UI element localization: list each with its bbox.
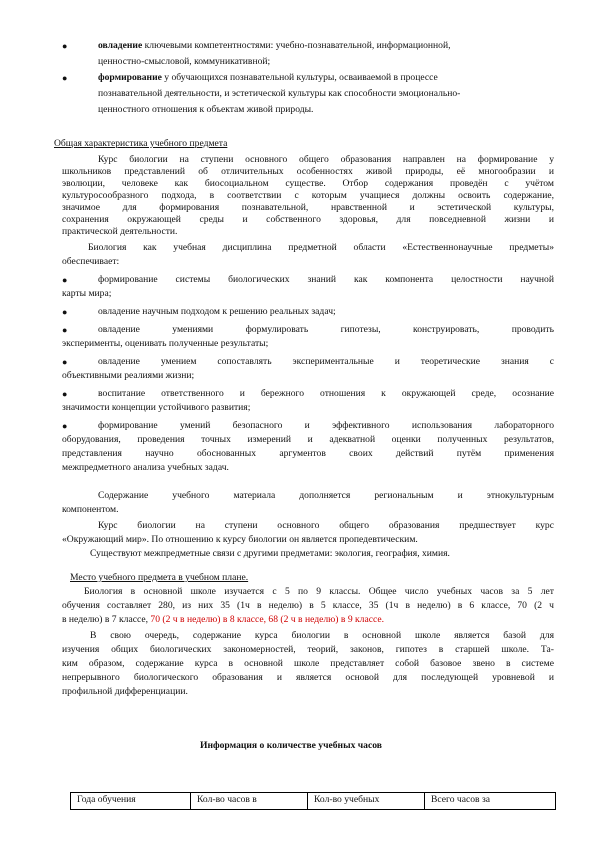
paragraph-line: значимое для формирования познавательной, нравственной и эстетической культуры, <box>62 202 554 213</box>
paragraph-line: непрерывного биологического образования и является основой для последующей уровневой и <box>62 672 554 683</box>
paragraph-line: сохранения окружающей среды и собственного здоровья, для повседневной жизни и <box>62 214 554 225</box>
paragraph-line: культуросообразного подхода, в соответствии с которым учащиеся должны освоить содержание, <box>62 190 554 201</box>
bullet-icon: ● <box>62 325 68 335</box>
bullet-line: формирование системы биологических знаний как компонента целостности научной <box>98 274 554 285</box>
paragraph-line: Курс биологии на ступени основного общего образования направлен на формирование у <box>98 154 554 165</box>
section-heading: Общая характеристика учебного предмета <box>54 138 228 149</box>
paragraph-line: Биология в основной школе изучается с 5 по 9 классы. Общее число учебных часов за 5 лет <box>84 586 554 597</box>
bullet-icon: ● <box>62 275 68 285</box>
bullet-line: оборудования, проведения точных измерений и адекватной оценки полученных результатов, <box>62 434 554 445</box>
bullet-line: представления научно обоснованных аргументов своих действий путём применения <box>62 448 554 459</box>
bullet-icon: ● <box>62 389 68 399</box>
paragraph-line: Биология как учебная дисциплина предметной области «Естественнонаучные предметы» <box>88 242 554 253</box>
paragraph-line: практической деятельности. <box>62 226 178 237</box>
paragraph-line: Содержание учебного материала дополняется региональным и этнокультурным <box>98 490 554 501</box>
paragraph-line: обучения составляет 280, из них 35 (1ч в неделю) в 5 классе, 35 (1ч в неделю) в 6 классе, 70 (2 ч <box>62 600 554 611</box>
bullet-line: эксперименты, оценивать полученные результаты; <box>62 338 269 349</box>
bullet-line: формирование у обучающихся познавательной культуры, осваиваемой в процессе <box>98 72 438 83</box>
bullet-line: формирование умений безопасного и эффективного использования лабораторного <box>98 420 554 431</box>
paragraph-line: В свою очередь, содержание курса биологии в основной школе является базой для <box>90 630 554 641</box>
table-header-cell: Года обучения <box>71 793 191 809</box>
paragraph-line: Существуют межпредметные связи с другими предметами: экология, география, химия. <box>90 548 450 559</box>
paragraph-line: компонентом. <box>62 504 119 515</box>
bullet-line: овладение научным подходом к решению реальных задач; <box>98 306 336 317</box>
bullet-line: овладение ключевыми компетентностями: учебно-познавательной, информационной, <box>98 40 451 51</box>
paragraph-line: обеспечивает: <box>62 256 120 267</box>
table-caption: Информация о количестве учебных часов <box>200 740 382 751</box>
paragraph-line: «Окружающий мир». По отношению к курсу биологии он является пропедевтическим. <box>62 534 418 545</box>
table-header-cell: Всего часов за <box>431 794 491 805</box>
bullet-icon: ● <box>62 41 68 51</box>
bullet-line: объективными реалиями жизни; <box>62 370 195 381</box>
paragraph-line: ким образом, содержание курса в основной школе представляет собой базовое звено в системе <box>62 658 554 669</box>
bullet-icon: ● <box>62 357 68 367</box>
bullet-line: ценностно-смысловой, коммуникативной; <box>98 56 271 67</box>
table-header-cell: Кол-во часов в <box>191 793 308 809</box>
bullet-line: межпредметного анализа учебных задач. <box>62 462 229 473</box>
bullet-icon: ● <box>62 73 68 83</box>
bullet-line: карты мира; <box>62 288 112 299</box>
hours-table <box>70 792 556 810</box>
bullet-line: познавательной деятельности, и эстетической культуры как способности эмоционально- <box>98 88 461 99</box>
paragraph-line: Курс биологии на ступени основного общего образования предшествует курс <box>98 520 554 531</box>
paragraph-line: в неделю) в 7 классе, 70 (2 ч в неделю) в 8 классе, 68 (2 ч в неделю) в 9 классе. <box>62 614 385 625</box>
bullet-line: овладение умениями формулировать гипотезы, конструировать, проводить <box>98 324 554 335</box>
section-heading: Место учебного предмета в учебном плане. <box>70 572 249 583</box>
highlighted-text: 70 (2 ч в неделю) в 8 классе, 68 (2 ч в неделю) в 9 классе. <box>150 614 385 625</box>
paragraph-line: профильной дифференциации. <box>62 686 188 697</box>
bullet-icon: ● <box>62 421 68 431</box>
bullet-line: значимости концепции устойчивого развития; <box>62 402 251 413</box>
table-header-cell: Кол-во учебных <box>308 793 425 809</box>
paragraph-line: изучения общих биологических закономерностей, теорий, законов, гипотез в старшей школе. Та- <box>62 644 554 655</box>
paragraph-line: эволюции, человеке как биосоциальном существе. Отбор содержания проведён с учётом <box>62 178 554 189</box>
bullet-icon: ● <box>62 307 68 317</box>
paragraph-line: школьников представлений об отличительных особенностях живой природы, её многообразии и <box>62 166 554 177</box>
bullet-line: воспитание ответственного и бережного отношения к окружающей среде, осознание <box>98 388 554 399</box>
bullet-line: овладение умением сопоставлять экспериментальные и теоретические знания с <box>98 356 554 367</box>
bullet-line: ценностного отношения к объектам живой природы. <box>98 104 314 115</box>
